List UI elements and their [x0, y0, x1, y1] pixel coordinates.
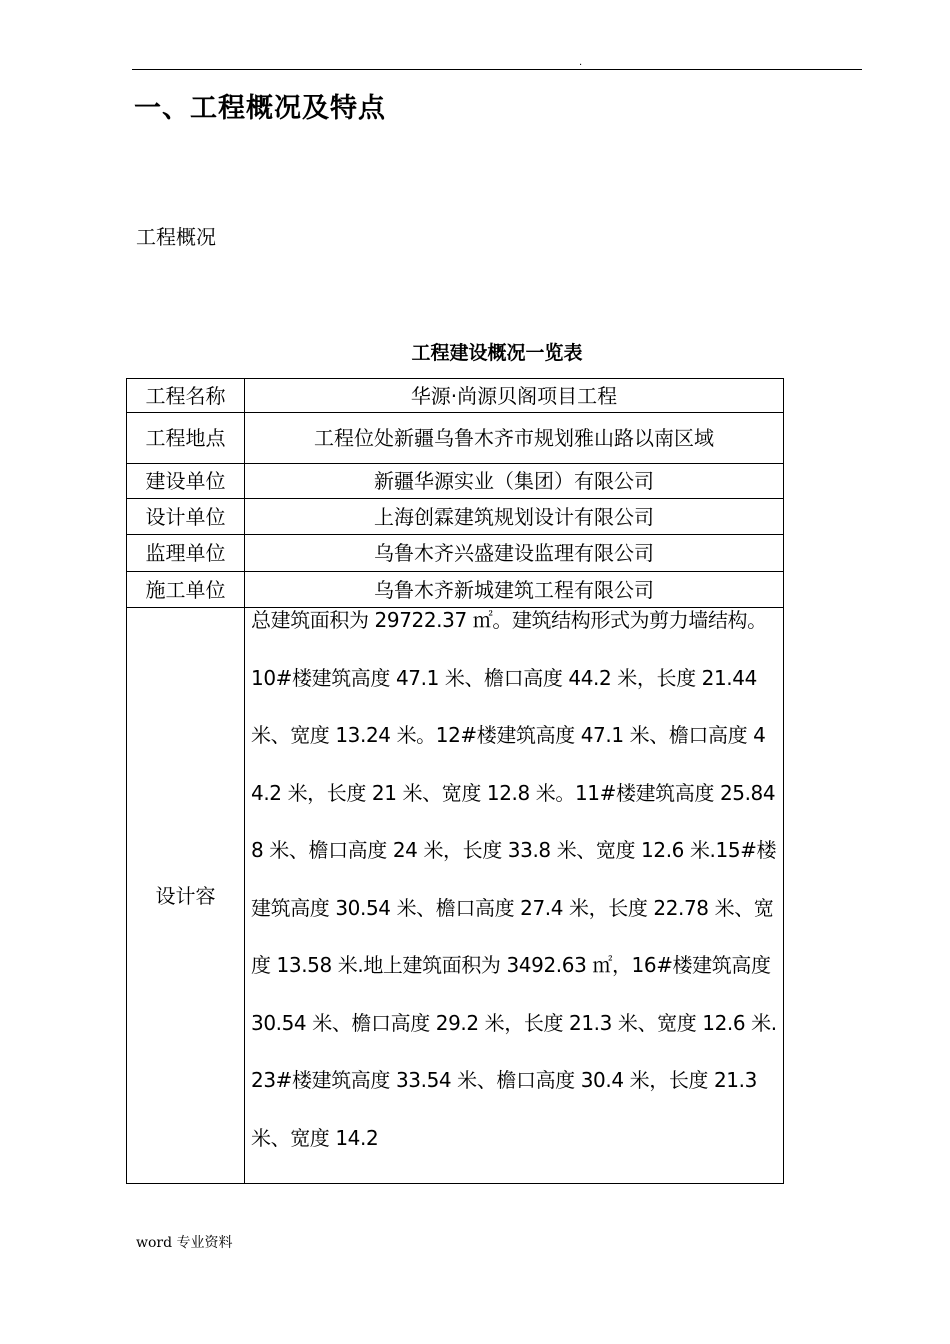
design-description-text: 总建筑面积为 29722.37 ㎡。建筑结构形式为剪力墙结构。10#楼建筑高度 47.1 米、檐口高度 44.2 米，长度 21.44 米、宽度 13.24 米。12#楼建筑高度 47.1 米、檐口高度 44.2 米，长度 21 米、宽度 12.8 米。11#楼建筑高度 25.848 米、檐口高度 24 米，长度 33.8 米、宽度 12.6 米.15#楼建筑高度 30.54 米、檐口高度 27.4 米，长度 22.78 米、宽度 13.58 米.地上建筑面积为 3492.63 ㎡，16#楼建筑高度 30.54 米、檐口高度 29.2 米，长度 21.3 米、宽度 12.6 米.23#楼建筑高度 33.54 米、檐口高度 30.4 米，长度 21.3 米、宽度 14.2 — [251, 608, 777, 1150]
row-value: 乌鲁木齐新城建筑工程有限公司 — [245, 572, 784, 608]
header-rule — [132, 69, 862, 70]
sub-heading: 工程概况 — [136, 225, 216, 249]
table-row — [127, 499, 784, 535]
row-label: 设计单位 — [127, 499, 245, 535]
table-row — [127, 464, 784, 499]
design-description — [245, 608, 784, 1184]
project-overview-table — [126, 378, 784, 1184]
table-row — [127, 379, 784, 413]
table-row-design — [127, 608, 784, 1184]
header-mark: . — [579, 57, 583, 68]
row-value: 乌鲁木齐兴盛建设监理有限公司 — [245, 535, 784, 572]
row-value: 上海创霖建筑规划设计有限公司 — [245, 499, 784, 535]
row-value: 工程位处新疆乌鲁木齐市规划雅山路以南区域 — [245, 413, 784, 464]
table-row — [127, 535, 784, 572]
row-label: 工程名称 — [127, 379, 245, 413]
row-label: 施工单位 — [127, 572, 245, 608]
row-label: 监理单位 — [127, 535, 245, 572]
row-label: 建设单位 — [127, 464, 245, 499]
row-label: 工程地点 — [127, 413, 245, 464]
section-heading: 一、工程概况及特点 — [134, 93, 386, 124]
design-label: 设计容 — [127, 608, 245, 1184]
table-title: 工程建设概况一览表 — [411, 342, 583, 364]
row-value: 新疆华源实业（集团）有限公司 — [245, 464, 784, 499]
row-value: 华源·尚源贝阁项目工程 — [245, 379, 784, 413]
footer-text: word 专业资料 — [136, 1235, 233, 1251]
table-row — [127, 413, 784, 464]
